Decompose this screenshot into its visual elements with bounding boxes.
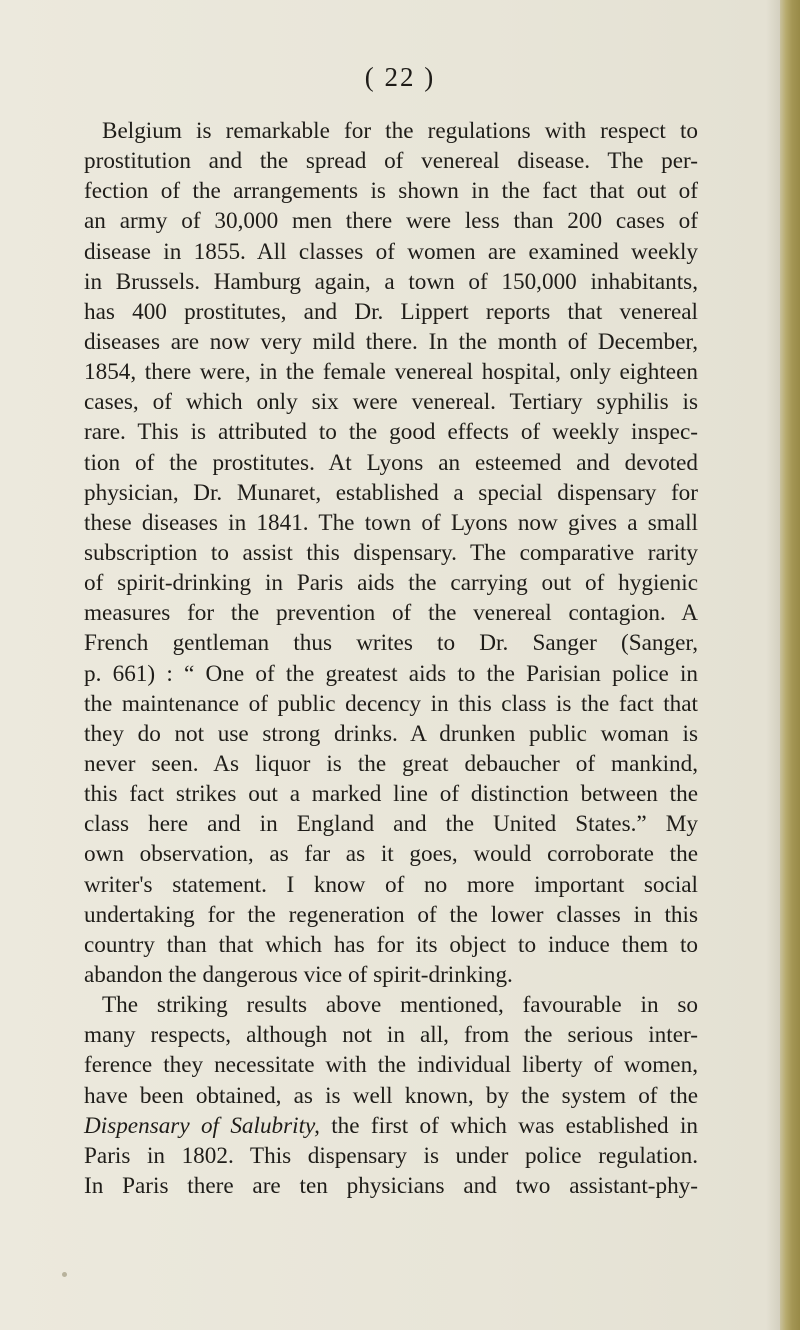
text-line: disease in 1855. All classes of women are examined weekly bbox=[84, 238, 698, 265]
text-line: an army of 30,000 men there were less than 200 cases of bbox=[84, 208, 698, 235]
text-line: writer's statement. I know of no more important social bbox=[84, 871, 698, 898]
text-line: these diseases in 1841. The town of Lyons now gives a small bbox=[84, 509, 698, 536]
text-line: this fact strikes out a marked line of distinction between the bbox=[84, 781, 698, 808]
text-line: abandon the dangerous vice of spirit-drinking. bbox=[84, 961, 513, 988]
page-gutter-shadow bbox=[766, 0, 780, 1330]
text-line: diseases are now very mild there. In the month of December, bbox=[84, 328, 698, 355]
page-number: ( 22 ) bbox=[364, 62, 436, 92]
text-line: never seen. As liquor is the great debaucher of mankind, bbox=[84, 750, 698, 777]
text-line: of spirit-drinking in Paris aids the carrying out of hygienic bbox=[84, 570, 698, 597]
text-line: measures for the prevention of the venereal contagion. A bbox=[84, 600, 698, 627]
paragraph-1 bbox=[84, 116, 698, 990]
text-fragment: the first of which was established in bbox=[319, 1112, 698, 1139]
italic-title: Dispensary of Salubrity, bbox=[84, 1112, 320, 1139]
text-line: country than that which has for its object to induce them to bbox=[84, 931, 698, 958]
text-line: subscription to assist this dispensary. The comparative rarity bbox=[84, 539, 698, 566]
text-line: physician, Dr. Munaret, established a special dispensary for bbox=[84, 479, 698, 506]
ink-speck bbox=[62, 1272, 67, 1277]
text-line: the maintenance of public decency in this class is the fact that bbox=[84, 690, 698, 717]
text-line: have been obtained, as is well known, by the system of the bbox=[84, 1082, 698, 1109]
text-line: has 400 prostitutes, and Dr. Lippert reports that venereal bbox=[84, 298, 698, 325]
paragraph-2 bbox=[84, 990, 698, 1201]
page-edge bbox=[780, 0, 800, 1330]
text-line: In Paris there are ten physicians and two assistant-phy- bbox=[84, 1172, 698, 1199]
text-line: p. 661) : “ One of the greatest aids to the Parisian police in bbox=[84, 660, 698, 687]
text-line: they do not use strong drinks. A drunken public woman is bbox=[84, 720, 698, 747]
text-line: cases, of which only six were venereal. Tertiary syphilis is bbox=[84, 389, 698, 416]
text-line: 1854, there were, in the female venereal hospital, only eighteen bbox=[84, 359, 698, 386]
text-line: rare. This is attributed to the good effects of weekly inspec- bbox=[84, 419, 698, 446]
body-text bbox=[84, 116, 698, 1201]
text-line: ference they necessitate with the individual liberty of women, bbox=[84, 1052, 698, 1079]
text-line: French gentleman thus writes to Dr. Sanger (Sanger, bbox=[84, 630, 698, 657]
text-line: fection of the arrangements is shown in the fact that out of bbox=[84, 178, 698, 205]
text-line: class here and in England and the United States.” My bbox=[84, 811, 698, 838]
text-line: The striking results above mentioned, favourable in so bbox=[102, 992, 698, 1019]
text-line: Paris in 1802. This dispensary is under police regulation. bbox=[84, 1142, 698, 1169]
text-line: Belgium is remarkable for the regulations with respect to bbox=[102, 118, 698, 144]
text-line: in Brussels. Hamburg again, a town of 150,000 inhabitants, bbox=[84, 268, 698, 295]
text-line: many respects, although not in all, from the serious inter- bbox=[84, 1022, 698, 1049]
text-line: tion of the prostitutes. At Lyons an esteemed and devoted bbox=[84, 449, 698, 476]
text-line-with-italic bbox=[84, 1111, 698, 1141]
text-line: undertaking for the regeneration of the lower classes in this bbox=[84, 901, 698, 928]
text-line: own observation, as far as it goes, would corroborate the bbox=[84, 841, 698, 868]
text-line: prostitution and the spread of venereal disease. The per- bbox=[84, 148, 698, 175]
